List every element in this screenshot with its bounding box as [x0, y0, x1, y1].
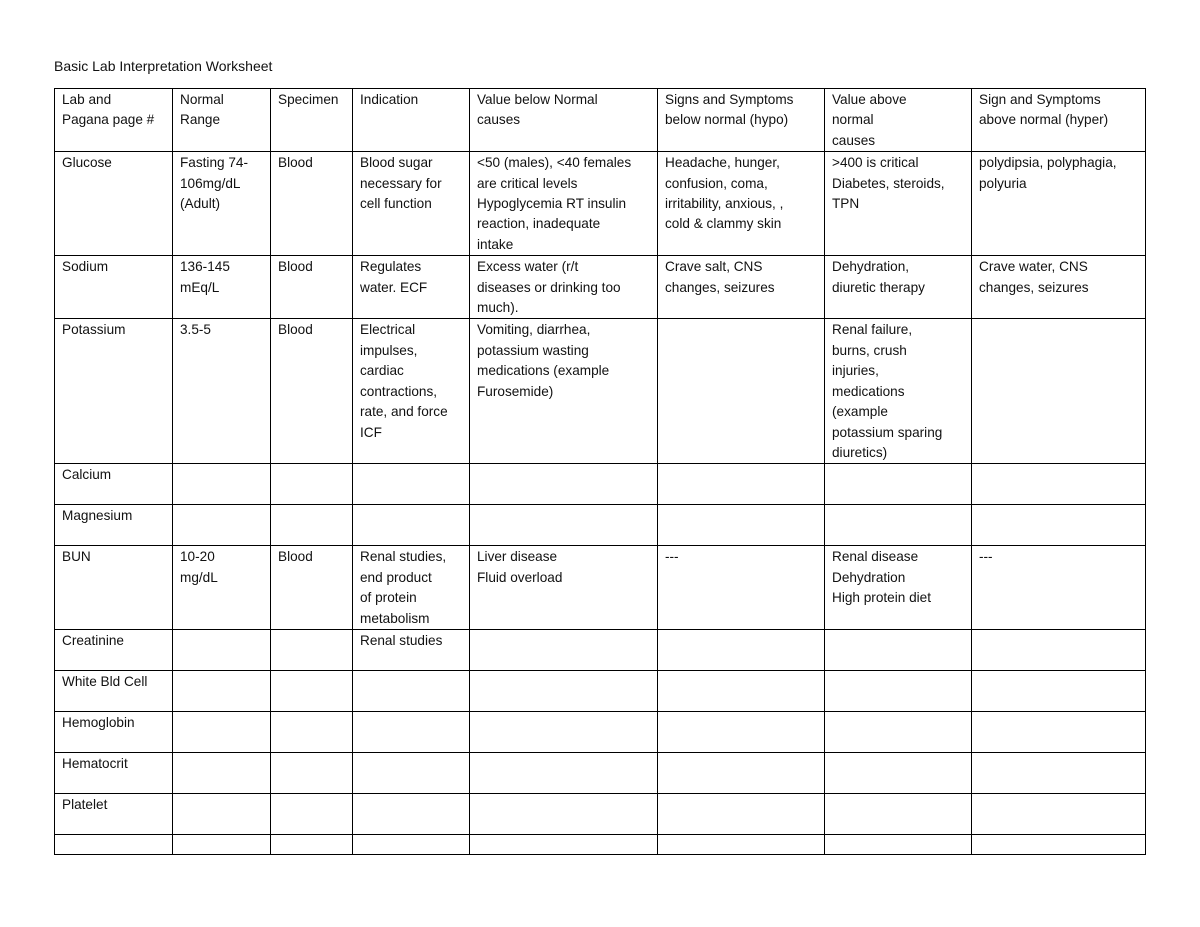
symptoms-below-cell [658, 752, 825, 793]
indication-cell [353, 505, 470, 546]
symptoms-below-cell [658, 793, 825, 834]
symptoms-below-cell [658, 711, 825, 752]
value-above-cell [825, 505, 972, 546]
table-row [55, 256, 1146, 319]
symptoms-above-cell: Crave water, CNS changes, seizures [972, 256, 1146, 319]
value-above-cell: Dehydration, diuretic therapy [825, 256, 972, 319]
indication-cell [353, 834, 470, 854]
table-row [55, 834, 1146, 854]
value-below-cell [470, 670, 658, 711]
value-above-cell [825, 752, 972, 793]
value-above-cell [825, 834, 972, 854]
value-above-cell [825, 670, 972, 711]
specimen-cell: Blood [271, 319, 353, 464]
lab-name-cell: White Bld Cell [55, 670, 173, 711]
symptoms-below-cell: Headache, hunger, confusion, coma, irritability, anxious, , cold & clammy skin [658, 152, 825, 256]
indication-cell [353, 793, 470, 834]
table-row [55, 629, 1146, 670]
value-below-cell: Vomiting, diarrhea, potassium wasting medications (example Furosemide) [470, 319, 658, 464]
specimen-cell [271, 711, 353, 752]
normal-range-cell [173, 629, 271, 670]
table-body [55, 152, 1146, 855]
table-row [55, 546, 1146, 630]
symptoms-above-cell [972, 629, 1146, 670]
table-row [55, 670, 1146, 711]
table-row [55, 752, 1146, 793]
value-above-cell: Renal disease Dehydration High protein diet [825, 546, 972, 630]
specimen-cell: Blood [271, 152, 353, 256]
indication-cell [353, 752, 470, 793]
value-below-cell [470, 629, 658, 670]
normal-range-cell [173, 834, 271, 854]
value-above-cell [825, 464, 972, 505]
specimen-cell [271, 464, 353, 505]
normal-range-cell [173, 464, 271, 505]
specimen-cell [271, 834, 353, 854]
value-below-cell: Excess water (r/t diseases or drinking too much). [470, 256, 658, 319]
symptoms-above-cell: --- [972, 546, 1146, 630]
normal-range-cell: 10-20 mg/dL [173, 546, 271, 630]
header-lab: Lab and Pagana page # [55, 89, 173, 152]
value-below-cell: Liver disease Fluid overload [470, 546, 658, 630]
normal-range-cell [173, 793, 271, 834]
symptoms-below-cell [658, 464, 825, 505]
symptoms-below-cell [658, 505, 825, 546]
lab-name-cell: Magnesium [55, 505, 173, 546]
header-specimen: Specimen [271, 89, 353, 152]
symptoms-below-cell [658, 670, 825, 711]
indication-cell: Regulates water. ECF [353, 256, 470, 319]
value-below-cell: <50 (males), <40 females are critical levels Hypoglycemia RT insulin reaction, inadequate intake [470, 152, 658, 256]
value-below-cell [470, 711, 658, 752]
table-row [55, 505, 1146, 546]
normal-range-cell: 136-145 mEq/L [173, 256, 271, 319]
value-above-cell: >400 is critical Diabetes, steroids, TPN [825, 152, 972, 256]
specimen-cell: Blood [271, 256, 353, 319]
header-symptoms-below: Signs and Symptoms below normal (hypo) [658, 89, 825, 152]
specimen-cell [271, 752, 353, 793]
table-row [55, 464, 1146, 505]
indication-cell [353, 711, 470, 752]
symptoms-above-cell [972, 711, 1146, 752]
symptoms-below-cell: Crave salt, CNS changes, seizures [658, 256, 825, 319]
indication-cell: Electrical impulses, cardiac contractions, rate, and force ICF [353, 319, 470, 464]
table-row [55, 319, 1146, 464]
normal-range-cell: Fasting 74- 106mg/dL (Adult) [173, 152, 271, 256]
symptoms-above-cell [972, 834, 1146, 854]
specimen-cell [271, 670, 353, 711]
specimen-cell [271, 793, 353, 834]
header-symptoms-above: Sign and Symptoms above normal (hyper) [972, 89, 1146, 152]
header-value-above: Value above normal causes [825, 89, 972, 152]
header-normal-range: Normal Range [173, 89, 271, 152]
indication-cell: Blood sugar necessary for cell function [353, 152, 470, 256]
symptoms-above-cell: polydipsia, polyphagia, polyuria [972, 152, 1146, 256]
value-above-cell [825, 629, 972, 670]
indication-cell: Renal studies [353, 629, 470, 670]
worksheet-title: Basic Lab Interpretation Worksheet [54, 58, 273, 74]
lab-name-cell: Hematocrit [55, 752, 173, 793]
symptoms-below-cell [658, 319, 825, 464]
value-below-cell [470, 752, 658, 793]
specimen-cell: Blood [271, 546, 353, 630]
symptoms-above-cell [972, 319, 1146, 464]
normal-range-cell [173, 670, 271, 711]
lab-name-cell: Calcium [55, 464, 173, 505]
symptoms-above-cell [972, 793, 1146, 834]
indication-cell [353, 670, 470, 711]
value-above-cell [825, 793, 972, 834]
table-header-row [55, 89, 1146, 152]
lab-name-cell: Creatinine [55, 629, 173, 670]
symptoms-below-cell [658, 629, 825, 670]
symptoms-below-cell: --- [658, 546, 825, 630]
lab-interpretation-table [54, 88, 1146, 855]
lab-name-cell [55, 834, 173, 854]
normal-range-cell [173, 711, 271, 752]
lab-name-cell: Platelet [55, 793, 173, 834]
lab-name-cell: Sodium [55, 256, 173, 319]
lab-name-cell: Potassium [55, 319, 173, 464]
symptoms-below-cell [658, 834, 825, 854]
symptoms-above-cell [972, 464, 1146, 505]
table-row [55, 152, 1146, 256]
normal-range-cell: 3.5-5 [173, 319, 271, 464]
value-above-cell [825, 711, 972, 752]
symptoms-above-cell [972, 670, 1146, 711]
lab-name-cell: Hemoglobin [55, 711, 173, 752]
value-below-cell [470, 834, 658, 854]
value-above-cell: Renal failure, burns, crush injuries, medications (example potassium sparing diuretics) [825, 319, 972, 464]
lab-name-cell: BUN [55, 546, 173, 630]
symptoms-above-cell [972, 505, 1146, 546]
normal-range-cell [173, 752, 271, 793]
value-below-cell [470, 464, 658, 505]
specimen-cell [271, 629, 353, 670]
indication-cell: Renal studies, end product of protein metabolism [353, 546, 470, 630]
indication-cell [353, 464, 470, 505]
specimen-cell [271, 505, 353, 546]
header-value-below: Value below Normal causes [470, 89, 658, 152]
value-below-cell [470, 505, 658, 546]
normal-range-cell [173, 505, 271, 546]
table-row [55, 711, 1146, 752]
value-below-cell [470, 793, 658, 834]
header-indication: Indication [353, 89, 470, 152]
symptoms-above-cell [972, 752, 1146, 793]
lab-name-cell: Glucose [55, 152, 173, 256]
table-row [55, 793, 1146, 834]
